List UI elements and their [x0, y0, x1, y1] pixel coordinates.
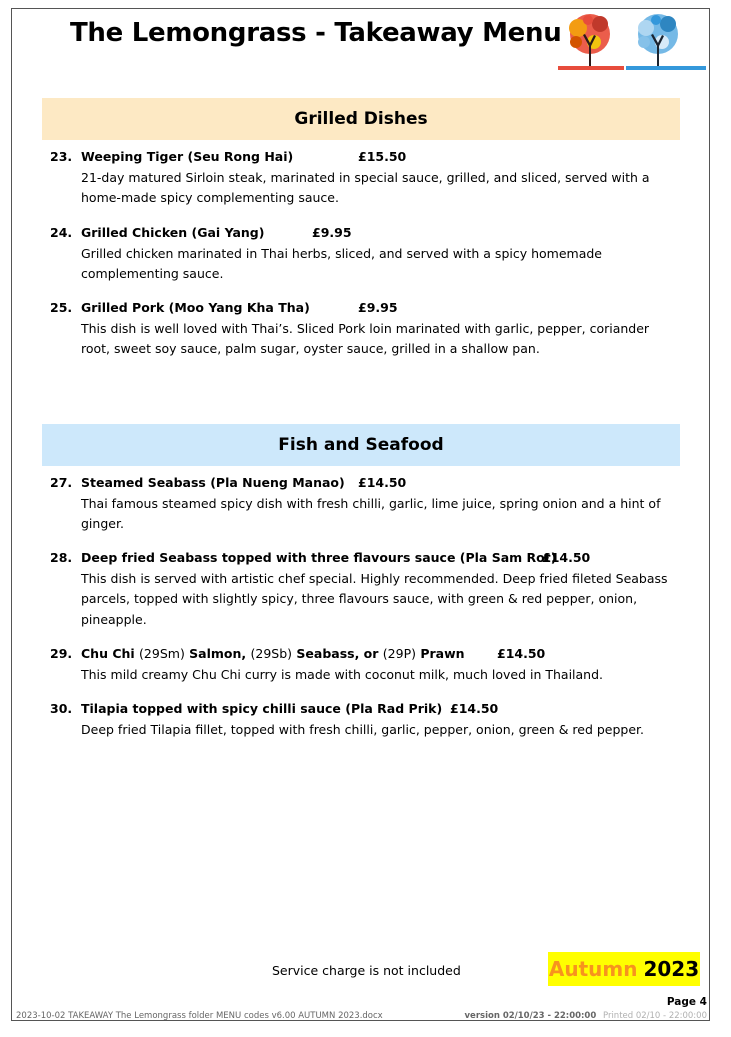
page-number: Page 4 — [666, 996, 707, 1008]
section-header-grilled-dishes — [42, 98, 680, 140]
item-description: This dish is served with artistic chef special. Highly recommended. Deep fried fileted Seabass parcels, topped with slightly spicy, three flavours sauce, with green & red pepper, onion, pineapple. — [81, 570, 668, 627]
item-description: This dish is well loved with Thai’s. Sliced Pork loin marinated with garlic, pepper, coriander root, sweet soy sauce, palm sugar, oyster sauce, grilled in a shallow pan. — [81, 320, 650, 356]
item-name: Grilled Chicken (Gai Yang) — [81, 225, 265, 240]
version-info — [465, 1011, 707, 1021]
item-price: £9.95 — [358, 300, 398, 315]
item-price: £15.50 — [358, 149, 407, 164]
service-charge-note: Service charge is not included — [272, 963, 461, 978]
season-badge — [548, 952, 700, 986]
item-price: £14.50 — [450, 701, 499, 716]
version-stamp: version 02/10/23 - 22:00:00 — [464, 1011, 597, 1021]
item-name-part: Chu Chi — [81, 646, 140, 661]
item-description: Grilled chicken marinated in Thai herbs, sliced, and served with a spicy homemade complementing sauce. — [81, 245, 602, 281]
item-price: £9.95 — [312, 225, 352, 240]
item-number: 29. — [50, 646, 73, 661]
season-word: Autumn — [548, 957, 638, 981]
item-name: Tilapia topped with spicy chilli sauce (Pla Rad Prik) — [81, 701, 443, 716]
item-description: Thai famous steamed spicy dish with fresh chilli, garlic, lime juice, spring onion and a hint of ginger. — [81, 495, 661, 531]
item-number: 24. — [50, 225, 73, 240]
section-title: Grilled Dishes — [294, 109, 428, 129]
item-description: This mild creamy Chu Chi curry is made with coconut milk, much loved in Thailand. — [81, 666, 604, 682]
item-name-part: Prawn — [416, 646, 465, 661]
item-name — [81, 644, 497, 665]
item-number: 30. — [50, 701, 73, 716]
item-name: Weeping Tiger (Seu Rong Hai) — [81, 149, 294, 164]
menu-item-28 — [50, 548, 670, 630]
menu-item-29 — [50, 644, 670, 685]
item-price: £14.50 — [358, 475, 407, 490]
red-tree — [558, 14, 624, 70]
item-price: £14.50 — [497, 646, 546, 661]
item-description: 21-day matured Sirloin steak, marinated in special sauce, grilled, and sliced, served with a home-made spicy complementing sauce. — [81, 169, 650, 205]
item-number: 23. — [50, 149, 73, 164]
item-code: (29P) — [382, 646, 416, 661]
item-code: (29Sb) — [250, 646, 293, 661]
item-name: Steamed Seabass (Pla Nueng Manao) — [81, 475, 345, 490]
menu-item-25 — [50, 298, 670, 360]
section-title: Fish and Seafood — [278, 435, 444, 455]
item-description: Deep fried Tilapia fillet, topped with fresh chilli, garlic, pepper, onion, green & red pepper. — [81, 721, 645, 737]
menu-item-27 — [50, 473, 670, 535]
menu-title: The Lemongrass - Takeaway Menu — [70, 18, 562, 48]
menu-item-23 — [50, 147, 670, 209]
item-code: (29Sm) — [139, 646, 185, 661]
document-filename: 2023-10-02 TAKEAWAY The Lemongrass folder MENU codes v6.00 AUTUMN 2023.docx — [16, 1011, 383, 1021]
item-name-part: Seabass, or — [292, 646, 383, 661]
printed-stamp: Printed 02/10 - 22:00:00 — [602, 1011, 707, 1021]
season-year: 2023 — [643, 957, 700, 981]
two-trees-logo-icon — [558, 10, 706, 70]
item-price: £14.50 — [542, 550, 591, 565]
blue-tree — [626, 14, 706, 70]
menu-item-24 — [50, 223, 670, 285]
item-number: 28. — [50, 550, 73, 565]
item-number: 25. — [50, 300, 73, 315]
menu-item-30 — [50, 699, 670, 740]
item-name: Grilled Pork (Moo Yang Kha Tha) — [81, 300, 310, 315]
item-name-part: Salmon, — [184, 646, 251, 661]
section-header-fish-and-seafood — [42, 424, 680, 466]
item-name: Deep fried Seabass topped with three flavours sauce (Pla Sam Rot) — [81, 550, 557, 565]
item-number: 27. — [50, 475, 73, 490]
